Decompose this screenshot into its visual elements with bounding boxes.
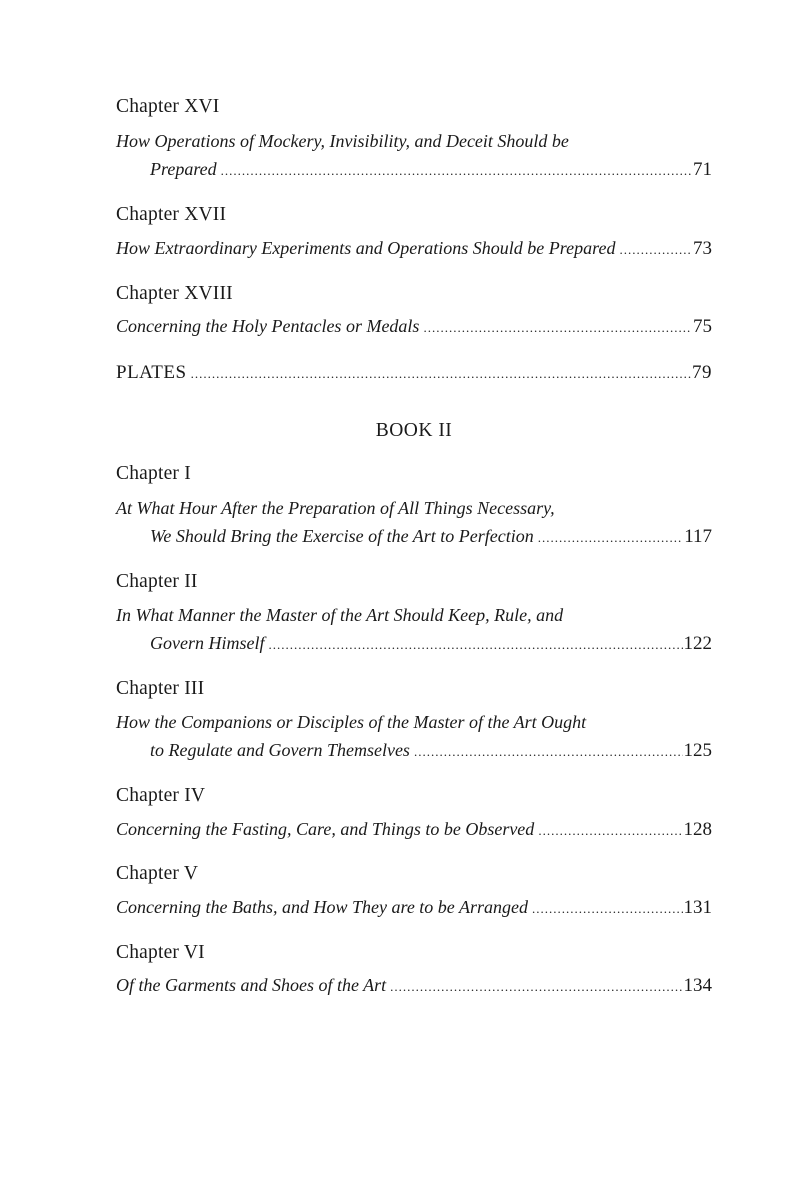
dot-leader: [619, 235, 692, 265]
page-number: 71: [693, 159, 712, 180]
page-number: 134: [683, 975, 712, 996]
chapter-title-line-1: At What Hour After the Preparation of All Things Necessary,: [116, 498, 555, 518]
chapter-title: Concerning the Fasting, Care, and Things to be Observed: [116, 819, 535, 839]
chapter-label: Chapter XVII: [116, 204, 227, 225]
chapter-label: Chapter XVIII: [116, 283, 233, 304]
toc-entry-leader: [116, 892, 712, 922]
chapter-title: Concerning the Holy Pentacles or Medals: [116, 316, 420, 336]
chapter-label: Chapter IV: [116, 785, 206, 806]
chapter-label: Chapter II: [116, 571, 198, 592]
chapter-title-line-2: Prepared: [150, 159, 217, 179]
section-heading: BOOK II: [375, 420, 453, 441]
page-number: 117: [684, 526, 712, 547]
dot-leader: [414, 737, 683, 767]
chapter-label: Chapter VI: [116, 942, 205, 963]
dot-leader: [221, 156, 692, 186]
toc-entry-leader: [116, 521, 712, 551]
toc-entry-leader: [116, 311, 712, 341]
dot-leader: [191, 359, 691, 389]
dot-leader: [538, 816, 682, 846]
chapter-title: Concerning the Baths, and How They are to be Arranged: [116, 897, 528, 917]
chapter-title-line-2: Govern Himself: [150, 633, 265, 653]
dot-leader: [532, 894, 683, 924]
chapter-title-line-2: We Should Bring the Exercise of the Art to Perfection: [150, 526, 534, 546]
dot-leader: [390, 972, 682, 1002]
page-number: 131: [683, 897, 712, 918]
toc-entry-leader: [116, 233, 712, 263]
page-number: 122: [683, 633, 712, 654]
chapter-label: Chapter III: [116, 678, 205, 699]
chapter-title-line-1: How Operations of Mockery, Invisibility, and Deceit Should be: [116, 131, 569, 151]
dot-leader: [423, 313, 692, 343]
chapter-title: How Extraordinary Experiments and Operations Should be Prepared: [116, 238, 616, 258]
page-number: 128: [683, 819, 712, 840]
page-number: 125: [683, 740, 712, 761]
chapter-title: Of the Garments and Shoes of the Art: [116, 975, 387, 995]
chapter-title-line-1: In What Manner the Master of the Art Should Keep, Rule, and: [116, 605, 564, 625]
dot-leader: [268, 630, 682, 660]
toc-entry-leader: [116, 154, 712, 184]
toc-entry-leader: [116, 628, 712, 658]
chapter-title-line-1: How the Companions or Disciples of the Master of the Art Ought: [116, 712, 587, 732]
toc-entry-leader: [116, 735, 712, 765]
chapter-label: Chapter I: [116, 463, 191, 484]
plates-label: PLATES: [116, 362, 187, 383]
page-number: 75: [693, 316, 712, 337]
toc-entry-leader: [116, 970, 712, 1000]
chapter-label: Chapter XVI: [116, 96, 220, 117]
chapter-label: Chapter V: [116, 863, 199, 884]
dot-leader: [538, 523, 683, 553]
toc-entry-leader: [116, 358, 712, 388]
page-number: 73: [693, 238, 712, 259]
toc-entry-leader: [116, 814, 712, 844]
page-number: 79: [692, 362, 712, 383]
chapter-title-line-2: to Regulate and Govern Themselves: [150, 740, 410, 760]
